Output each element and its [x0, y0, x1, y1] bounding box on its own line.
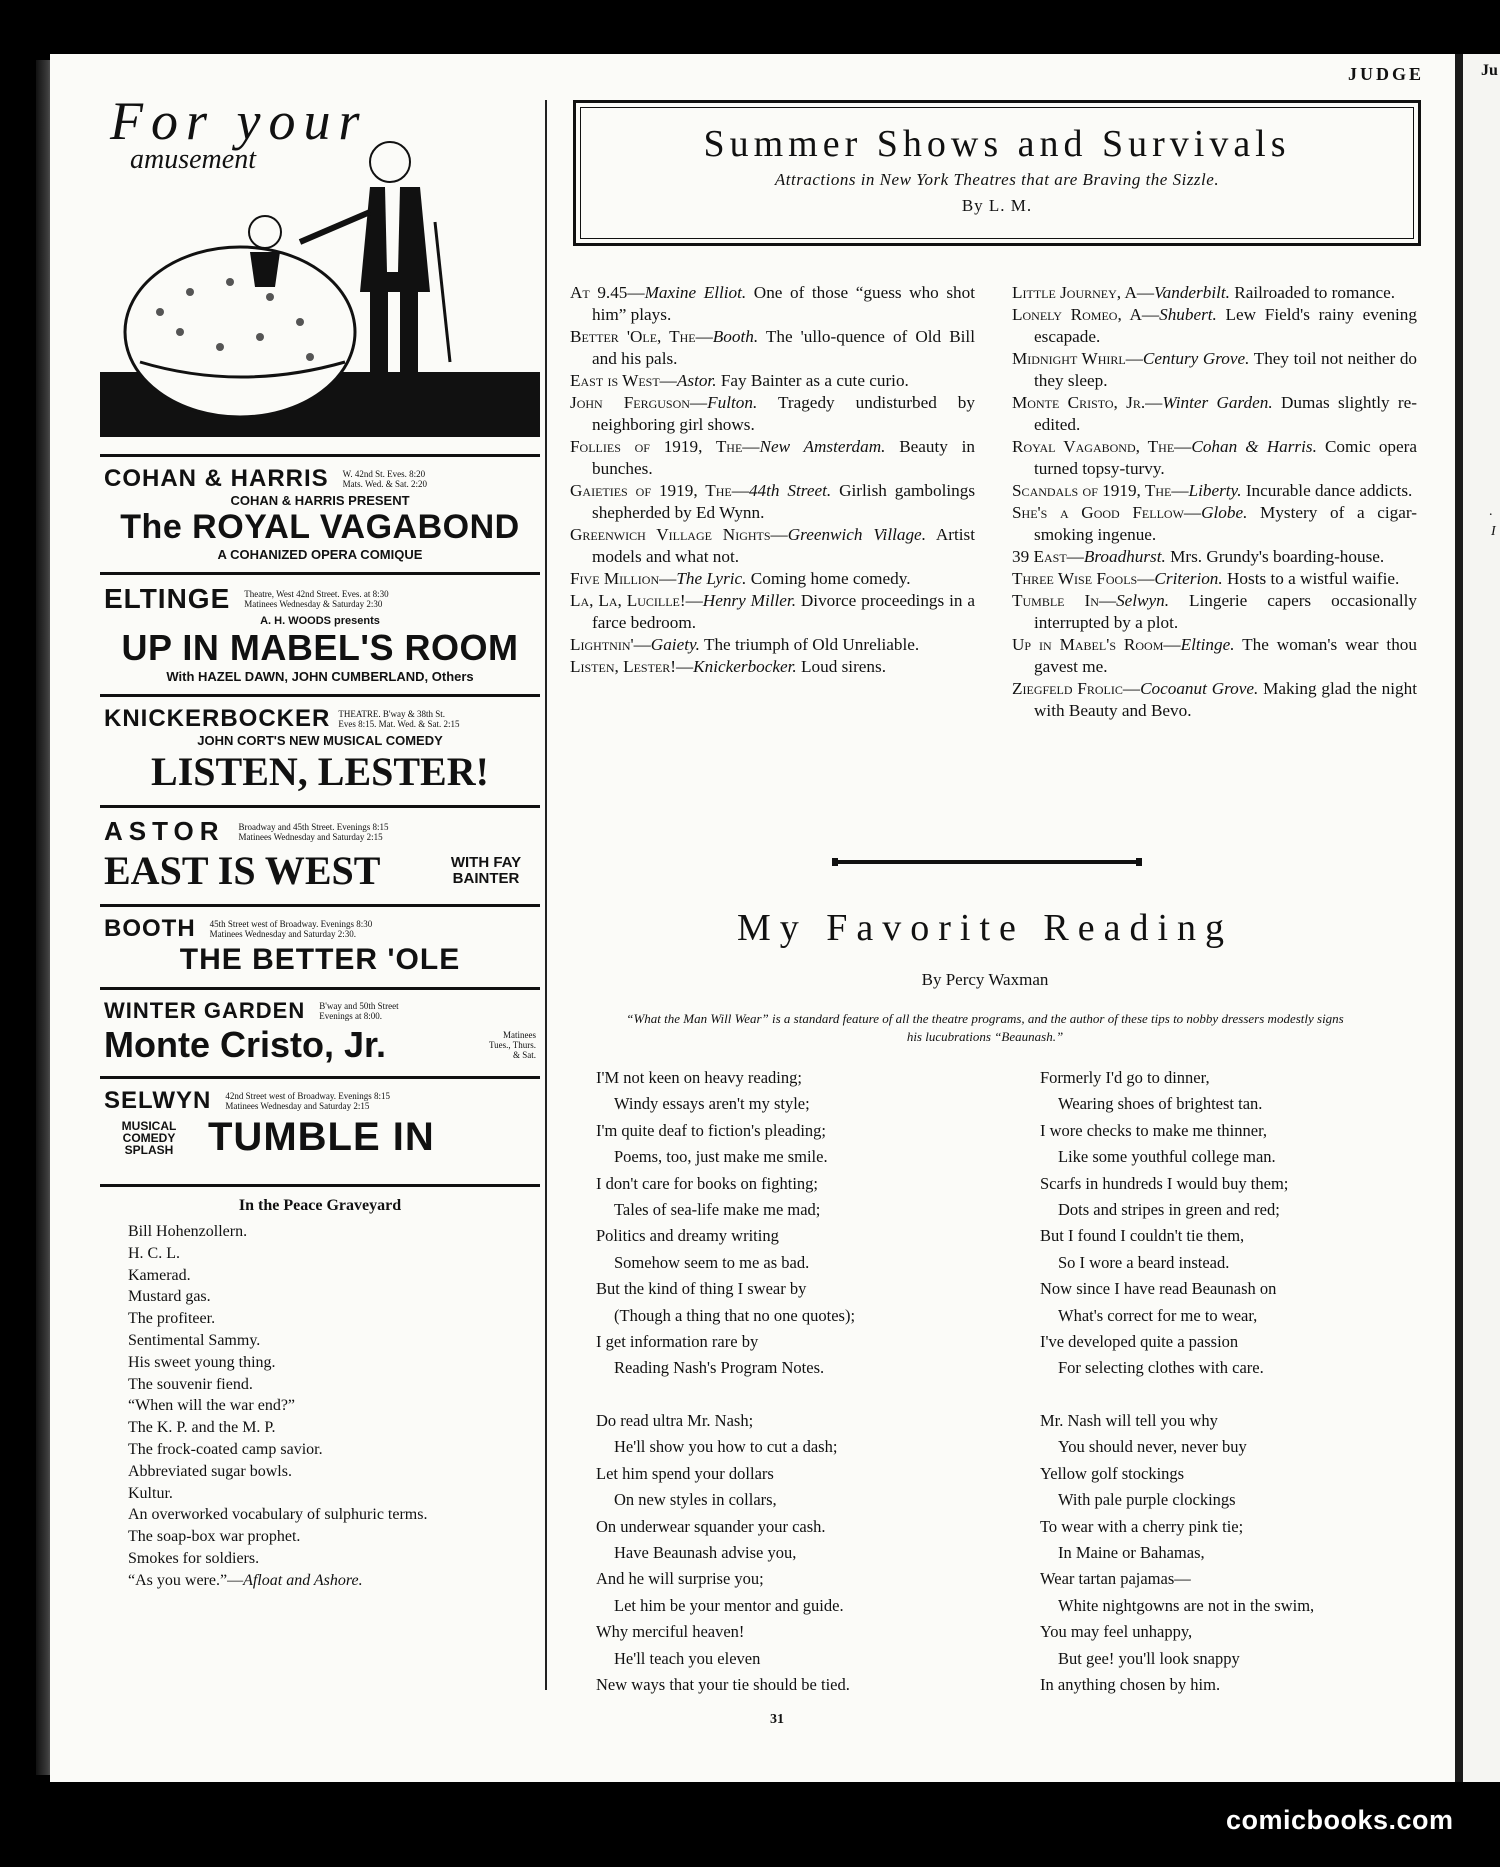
- peace-title: In the Peace Graveyard: [238, 1197, 402, 1214]
- ad-presents: JOHN CORT'S NEW MUSICAL COMEDY: [197, 733, 443, 748]
- poem-line: But the kind of thing I swear by: [596, 1279, 807, 1299]
- poem-line: I get information rare by: [596, 1332, 759, 1352]
- ad-times: 42nd Street west of Broadway. Evenings 8:15 Matinees Wednesday and Saturday 2:15: [225, 1091, 390, 1111]
- poem-line: Reading Nash's Program Notes.: [614, 1358, 825, 1378]
- ad-times: Broadway and 45th Street. Evenings 8:15 Matinees Wednesday and Saturday 2:15: [238, 821, 389, 842]
- show-entry: Tumble In—Selwyn. Lingerie capers occasionally interrupted by a plot.: [1012, 591, 1418, 632]
- show-entry: John Ferguson—Fulton. Tragedy undisturbed by neighboring girl shows.: [570, 393, 975, 434]
- poem-line: Wear tartan pajamas—: [1040, 1569, 1191, 1589]
- favorite-title: My Favorite Reading: [736, 907, 1234, 949]
- ad-tagline: Matinees Tues., Thurs. & Sat.: [488, 1030, 536, 1060]
- poem-line: Windy essays aren't my style;: [614, 1094, 810, 1114]
- poem-line: To wear with a cherry pink tie;: [1040, 1516, 1244, 1536]
- ad-winter-garden: [100, 987, 540, 1076]
- show-entry: Royal Vagabond, The—Cohan & Harris. Comic opera turned topsy-turvy.: [1012, 437, 1418, 478]
- summer-byline: By L. M.: [961, 196, 1033, 215]
- ad-times: 45th Street west of Broadway. Evenings 8:30 Matinees Wednesday and Saturday 2:30.: [209, 919, 373, 939]
- peace-item: Smokes for soldiers.: [128, 1549, 260, 1567]
- poem-line: On underwear squander your cash.: [596, 1516, 826, 1536]
- show-entry: Lonely Romeo, A—Shubert. Lew Field's rainy evening escapade.: [1012, 305, 1417, 346]
- poem-line: In Maine or Bahamas,: [1058, 1542, 1205, 1562]
- poem-line: Like some youthful college man.: [1058, 1147, 1276, 1167]
- ad-tagline: MUSICAL COMEDY SPLASH: [121, 1118, 177, 1157]
- poem-line: Why merciful heaven!: [596, 1622, 745, 1642]
- poem-line: Yellow golf stockings: [1040, 1463, 1185, 1483]
- next-page-edge: Ju . I: [1455, 54, 1500, 1782]
- show-entry: She's a Good Fellow—Globe. Mystery of a cigar-smoking ingenue.: [1012, 503, 1417, 544]
- ad-venue: BOOTH: [104, 915, 196, 942]
- poem-line: Wearing shoes of brightest tan.: [1058, 1094, 1263, 1114]
- poem-line: Dots and stripes in green and red;: [1058, 1200, 1280, 1220]
- show-entry: Ziegfeld Frolic—Cocoanut Grove. Making glad the night with Beauty and Bevo.: [1012, 679, 1417, 720]
- show-entry: At 9.45—Maxine Elliot. One of those “guess who shot him” plays.: [570, 283, 975, 324]
- poem-line: Let him be your mentor and guide.: [614, 1595, 844, 1615]
- poem-line: I don't care for books on fighting;: [596, 1173, 819, 1193]
- poem-line: With pale purple clockings: [1058, 1490, 1236, 1510]
- peace-item: The K. P. and the M. P.: [128, 1419, 276, 1437]
- ad-times: W. 42nd St. Eves. 8:20 Mats. Wed. & Sat. 2:20: [342, 469, 428, 489]
- show-entry: Up in Mabel's Room—Eltinge. The woman's wear thou gavest me.: [1012, 635, 1417, 676]
- ad-show: TUMBLE IN: [208, 1115, 435, 1159]
- show-entry: Scandals of 1919, The—Liberty. Incurable dance addicts.: [1012, 481, 1413, 500]
- ad-venue: KNICKERBOCKER: [104, 705, 331, 732]
- show-entry: Five Million—The Lyric. Coming home comedy.: [570, 569, 911, 588]
- poem-line: On new styles in collars,: [614, 1490, 777, 1510]
- poem-line: Formerly I'd go to dinner,: [1040, 1068, 1210, 1087]
- poem-right-column: [1040, 1065, 1420, 1698]
- poem-line: Mr. Nash will tell you why: [1040, 1410, 1218, 1430]
- poem-line: Tales of sea-life make me mad;: [614, 1200, 821, 1220]
- peace-graveyard: [100, 1184, 540, 1592]
- magazine-title: JUDGE: [1348, 64, 1425, 84]
- amusement-illustration: [100, 92, 540, 442]
- poem-line: I'm quite deaf to fiction's pleading;: [596, 1120, 827, 1140]
- favorite-note: “What the Man Will Wear” is a standard feature of all the theatre programs, and the author of these tips to nobby dressers modestly signs his lucubrations “Beaunash.”: [626, 1011, 1344, 1044]
- poem-line: He'll show you how to cut a dash;: [614, 1437, 838, 1457]
- poem-left-column: [596, 1065, 976, 1698]
- section-ornament: [832, 858, 1142, 866]
- show-entry: Follies of 1919, The—New Amsterdam. Beauty in bunches.: [570, 437, 975, 478]
- ad-presents: A. H. WOODS presents: [260, 615, 380, 627]
- ad-show: UP IN MABEL'S ROOM: [121, 627, 519, 668]
- ad-venue: ELTINGE: [104, 583, 231, 614]
- ad-presents: COHAN & HARRIS PRESENT: [230, 493, 410, 508]
- poem-line: Politics and dreamy writing: [596, 1226, 779, 1246]
- show-entry: Little Journey, A—Vanderbilt. Railroaded to romance.: [1012, 283, 1396, 302]
- ad-venue: WINTER GARDEN: [104, 998, 306, 1023]
- peace-list: [100, 1221, 540, 1592]
- dancers-drawing: [100, 92, 540, 442]
- ad-show: The ROYAL VAGABOND: [120, 508, 520, 546]
- poem-line: You should never, never buy: [1058, 1437, 1247, 1457]
- poem-line: But I found I couldn't tie them,: [1040, 1226, 1245, 1246]
- summer-subtitle: Attractions in New York Theatres that are Braving the Sizzle.: [774, 170, 1220, 189]
- peace-item: H. C. L.: [128, 1244, 180, 1262]
- illustration-subtitle: amusement: [130, 144, 256, 175]
- left-column: [100, 92, 540, 1592]
- poem-line: What's correct for me to wear,: [1058, 1305, 1258, 1325]
- next-page-header: Ju: [1481, 62, 1498, 79]
- shows-list-right: [1012, 282, 1417, 722]
- show-entry: Gaieties of 1919, The—44th Street. Girlish gambolings shepherded by Ed Wynn.: [570, 481, 976, 522]
- show-entry: Midnight Whirl—Century Grove. They toil not neither do they sleep.: [1012, 349, 1418, 390]
- peace-item: Kultur.: [128, 1484, 173, 1502]
- ad-venue: COHAN & HARRIS: [104, 465, 329, 492]
- peace-item: The soap-box war prophet.: [128, 1528, 301, 1546]
- ad-times: THEATRE. B'way & 38th St. Eves 8:15. Mat. Wed. & Sat. 2:15: [338, 709, 460, 729]
- poem-line: You may feel unhappy,: [1040, 1622, 1193, 1642]
- poem-line: For selecting clothes with care.: [1058, 1358, 1264, 1378]
- ad-show: LISTEN, LESTER!: [151, 749, 489, 794]
- illustration-title: For your: [110, 91, 368, 151]
- poem-line: Do read ultra Mr. Nash;: [596, 1410, 754, 1430]
- poem-line: Have Beaunash advise you,: [614, 1542, 797, 1562]
- poem-line: He'll teach you eleven: [614, 1648, 761, 1668]
- ad-booth: [100, 904, 540, 987]
- poem-line: But gee! you'll look snappy: [1058, 1648, 1240, 1668]
- show-entry: Better 'Ole, The—Booth. The 'ullo-quence of Old Bill and his pals.: [570, 327, 975, 368]
- ad-show: Monte Cristo, Jr.: [104, 1024, 387, 1065]
- ad-tagline: With HAZEL DAWN, JOHN CUMBERLAND, Others: [166, 669, 474, 684]
- show-entry: Monte Cristo, Jr.—Winter Garden. Dumas slightly re-edited.: [1012, 393, 1418, 434]
- ad-cohan-harris: [100, 454, 540, 572]
- ad-selwyn: [100, 1076, 540, 1170]
- poem-line: I've developed quite a passion: [1040, 1332, 1239, 1352]
- peace-item: Mustard gas.: [128, 1288, 211, 1306]
- poem-line: And he will surprise you;: [596, 1569, 764, 1589]
- watermark: comicbooks.com: [1226, 1805, 1454, 1835]
- ad-venue: ASTOR: [104, 816, 225, 846]
- peace-item: “As you were.”—Afloat and Ashore.: [128, 1571, 363, 1589]
- poem-line: I wore checks to make me thinner,: [1040, 1120, 1268, 1140]
- page-number: 31: [770, 1712, 784, 1727]
- ad-show: EAST IS WEST: [104, 848, 381, 893]
- ad-eltinge: [100, 572, 540, 694]
- show-entry: Listen, Lester!—Knickerbocker. Loud sirens.: [570, 657, 887, 676]
- show-entry: Lightnin'—Gaiety. The triumph of Old Unreliable.: [570, 635, 920, 654]
- peace-item: The souvenir fiend.: [128, 1375, 253, 1393]
- show-entry: 39 East—Broadhurst. Mrs. Grundy's boarding-house.: [1012, 547, 1385, 566]
- poem-line: Now since I have read Beaunash on: [1040, 1279, 1277, 1299]
- poem-line: Let him spend your dollars: [596, 1463, 774, 1483]
- ad-tagline: A COHANIZED OPERA COMIQUE: [217, 547, 423, 562]
- peace-item: Abbreviated sugar bowls.: [128, 1462, 292, 1480]
- peace-item: His sweet young thing.: [128, 1353, 276, 1371]
- shows-list-left: [570, 282, 975, 678]
- poem-line: In anything chosen by him.: [1040, 1674, 1221, 1694]
- favorite-byline: By Percy Waxman: [921, 970, 1049, 989]
- show-entry: Greenwich Village Nights—Greenwich Village. Artist models and what not.: [570, 525, 976, 566]
- poem-line: White nightgowns are not in the swim,: [1058, 1595, 1315, 1615]
- summer-title: Summer Shows and Survivals: [703, 123, 1291, 165]
- ad-times: Theatre, West 42nd Street. Eves. at 8:30 Matinees Wednesday & Saturday 2:30: [244, 589, 389, 609]
- ad-astor: [100, 805, 540, 904]
- ad-venue: SELWYN: [104, 1087, 212, 1114]
- peace-item: Bill Hohenzollern.: [128, 1223, 248, 1240]
- summer-header-box: [573, 100, 1421, 246]
- show-entry: East is West—Astor. Fay Bainter as a cute curio.: [570, 371, 909, 390]
- show-entry: La, La, Lucille!—Henry Miller. Divorce proceedings in a farce bedroom.: [570, 591, 975, 632]
- ad-show: THE BETTER 'OLE: [179, 943, 461, 976]
- peace-item: The frock-coated camp savior.: [128, 1440, 323, 1458]
- column-divider: [545, 100, 547, 1690]
- poem-line: So I wore a beard instead.: [1058, 1252, 1230, 1272]
- peace-item: The profiteer.: [128, 1310, 216, 1328]
- peace-item: “When will the war end?”: [128, 1397, 296, 1415]
- show-entry: Three Wise Fools—Criterion. Hosts to a wistful waifie.: [1012, 569, 1400, 588]
- ad-tagline: WITH FAY BAINTER: [450, 853, 522, 887]
- poem-line: (Though a thing that no one quotes);: [614, 1305, 856, 1325]
- poem-line: Poems, too, just make me smile.: [614, 1147, 828, 1167]
- ad-knickerbocker: [100, 694, 540, 805]
- poem-line: I'M not keen on heavy reading;: [596, 1068, 802, 1087]
- poem-line: New ways that your tie should be tied.: [596, 1674, 850, 1694]
- poem-line: Somehow seem to me as bad.: [614, 1252, 810, 1272]
- peace-item: Kamerad.: [128, 1266, 191, 1284]
- peace-item: Sentimental Sammy.: [128, 1331, 261, 1349]
- peace-item: An overworked vocabulary of sulphuric terms.: [128, 1506, 428, 1524]
- ad-times: B'way and 50th Street Evenings at 8:00.: [319, 1001, 399, 1021]
- poem-line: Scarfs in hundreds I would buy them;: [1040, 1173, 1289, 1193]
